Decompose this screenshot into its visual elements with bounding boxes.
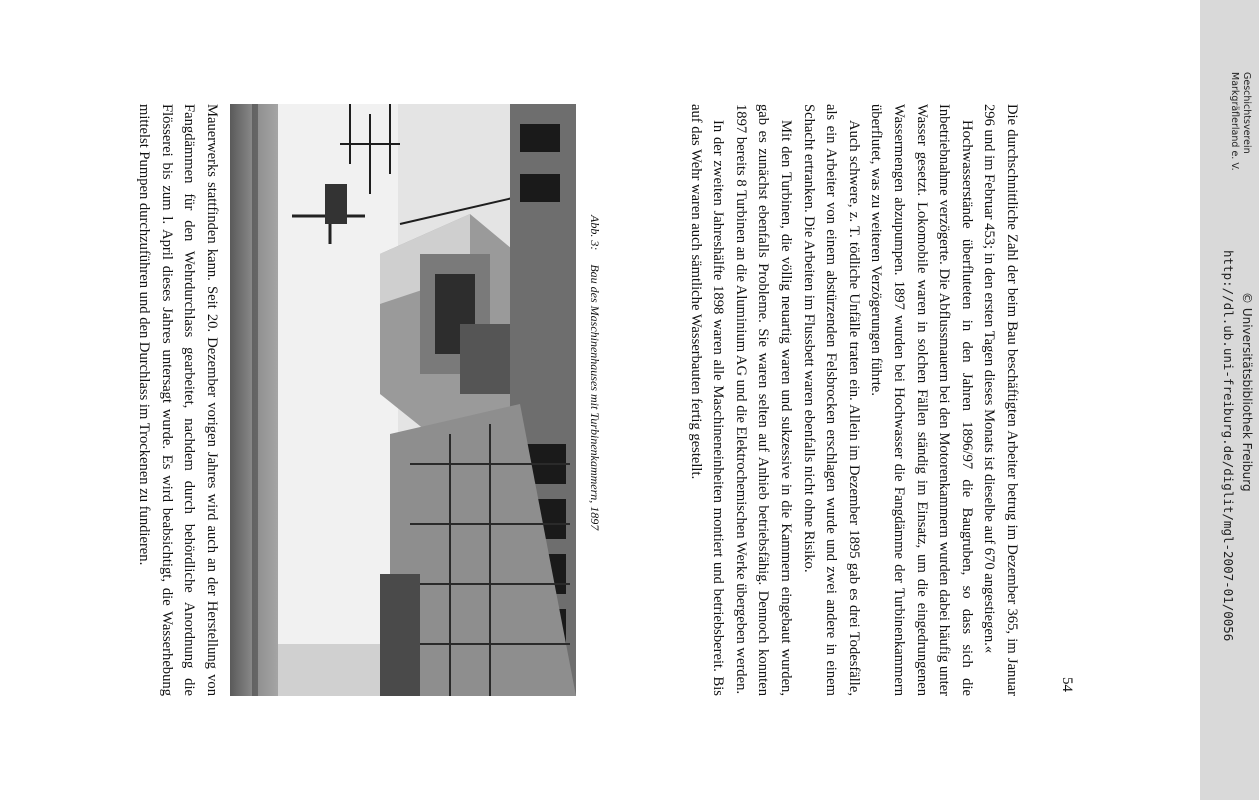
society-name [1228,72,1252,171]
paragraph: Auch schwere, z. T. tödliche Unfälle traten ein. Allein im Dezember 1895 gab es drei Todesfälle, als ein Arbeiter von einem abstürzenden Felsbrocken erschlagen wurde und zwei andere in einem Schacht ertranken. Die Arbeiten im Flussbett waren ebenfalls nicht ohne Risiko. [800,104,862,696]
society-name-line2: Markgräflerland e. V. [1229,72,1240,171]
caption-label: Abb. 3: [588,215,602,251]
paragraphs-bottom [684,104,1023,696]
construction-photo-image [230,104,576,696]
paragraph: Die durchschnittliche Zahl der beim Bau beschäftigten Arbeiter betrug im Dezember 365, im Januar 296 und im Februar 453; in den ersten Tagen dieses Monats ist dieselbe auf 670 angestiegen.« [981,104,1020,696]
paragraph: Hochwasserstände überfluteten in den Jahren 1896/97 die Baugruben, so dass sich die Inbetriebnahme verzögerte. Die Abflussmauern bei den Motorenkammern wurden dabei häufig unter Wasser gesetzt. Lokomobile waren in solchen Fällen ständig im Einsatz, um die eingedrungenen Wassermengen abzupumpen. 1897 wurden bei Hochwasser die Fangdämme der Turbinenkammern überflutet, was zu weiteren Verzögerungen führte. [868,104,975,696]
paragraph: Mauerwerks stattfinden kann. Seit 20. Dezember vorigen Jahres wird auch an der Herstellung von Fangdämmen für den Wehrdurchlass gearbeitet, nachdem durch behördliche Anordnung die Flösserei bis zum l. April dieses Jahres untersagt wurde. Es wird beabsichtigt, die Wasserhebung mittelst Pumpen durchzuführen und den Durchlass im Trockenen zu fundieren. [135,104,220,696]
caption-text: Bau des Maschinenhauses mit Turbinenkammern, 1897 [588,264,602,531]
source-url[interactable]: http://dl.ub.uni-freiburg.de/diglit/mgl-2007-01/0056 [1221,250,1236,642]
paragraph-top [132,104,223,696]
society-name-line1: Geschichtsverein [1241,72,1252,154]
historical-photo [230,104,576,696]
copyright-notice: © Universitätsbibliothek Freiburg [1240,292,1254,492]
page-number: 54 [1059,677,1075,692]
paragraph: In der zweiten Jahreshälfte 1898 waren alle Maschineneinheiten montiert und betriebsbereit. Bis auf das Wehr waren auch sämtliche Wasserbauten fertig gestellt. [687,104,727,696]
paragraph: Mit den Turbinen, die völlig neuartig waren und sukzessive in die Kammern eingebaut wurden, gab es zunächst ebenfalls Probleme. Sie waren selten auf Anhieb betriebsfähig. Dennoch konnten 1897 bereits 8 Turbinen an die Aluminium AG und die Elektrochemischen Werke übergeben werden. [732,104,795,696]
figure-caption [587,215,602,695]
